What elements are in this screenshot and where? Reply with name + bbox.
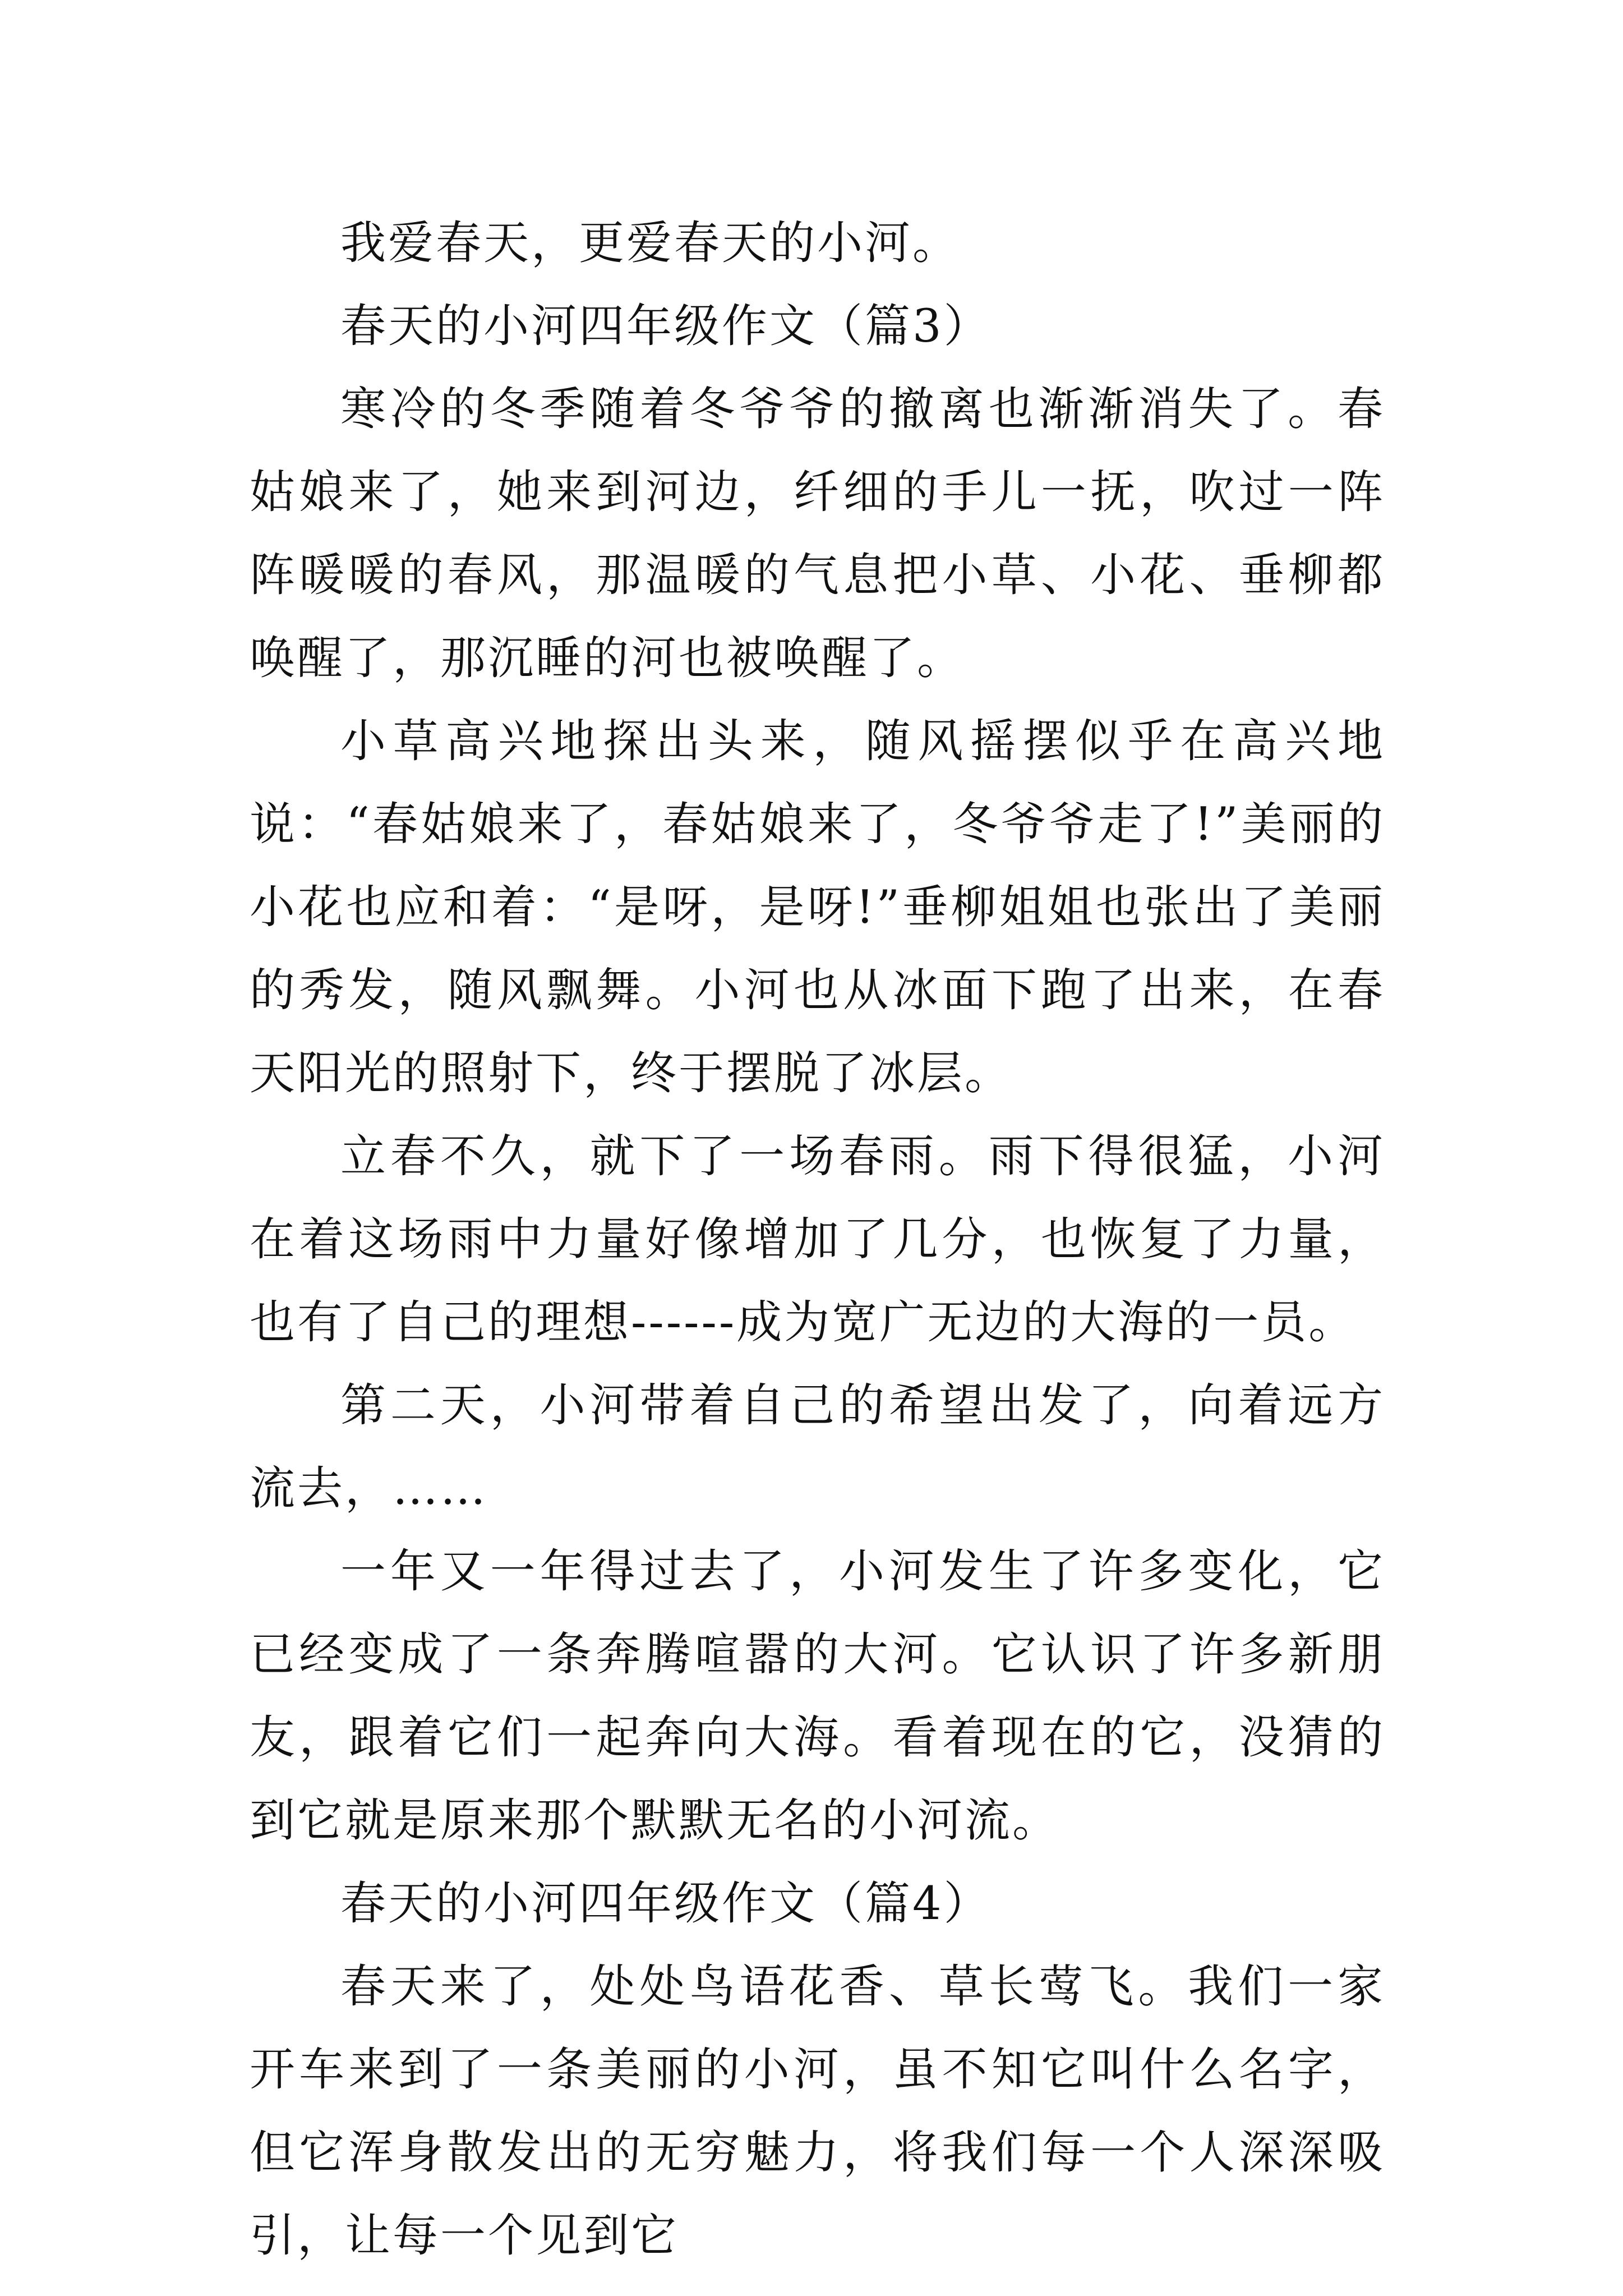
- paragraph: 立春不久，就下了一场春雨。雨下得很猛，小河在着这场雨中力量好像增加了几分，也恢复了力量，也有了自己的理想------成为宽广无边的大海的一员。: [250, 1130, 1385, 1349]
- paragraph: 我爱春天，更爱春天的小河。: [340, 217, 961, 270]
- document-body: [250, 202, 1385, 2277]
- paragraph: 小草高兴地探出头来，随风摇摆似乎在高兴地说：“春姑娘来了，春姑娘来了，冬爷爷走了!”美丽的小花也应和着：“是呀，是呀!”垂柳姐姐也张出了美丽的秀发，随风飘舞。小河也从冰面下跑了出来，在春天阳光的照射下，终于摆脱了冰层。: [250, 715, 1385, 1100]
- paragraph: 第二天，小河带着自己的希望出发了，向着远方流去，……: [250, 1379, 1385, 1515]
- paragraph: 一年又一年得过去了，小河发生了许多变化，它已经变成了一条奔腾喧嚣的大河。它认识了许多新朋友，跟着它们一起奔向大海。看着现在的它，没猜的到它就是原来那个默默无名的小河流。: [250, 1545, 1385, 1847]
- paragraph: 寒冷的冬季随着冬爷爷的撤离也渐渐消失了。春姑娘来了，她来到河边，纤细的手儿一抚，吹过一阵阵暖暖的春风，那温暖的气息把小草、小花、垂柳都唤醒了，那沉睡的河也被唤醒了。: [250, 383, 1385, 685]
- section-heading: 春天的小河四年级作文（篇4）: [340, 1878, 992, 1930]
- section-heading: 春天的小河四年级作文（篇3）: [340, 300, 992, 353]
- paragraph: 春天来了，处处鸟语花香、草长莺飞。我们一家开车来到了一条美丽的小河，虽不知它叫什么名字，但它浑身散发出的无穷魅力，将我们每一个人深深吸引，让每一个见到它: [250, 1961, 1385, 2262]
